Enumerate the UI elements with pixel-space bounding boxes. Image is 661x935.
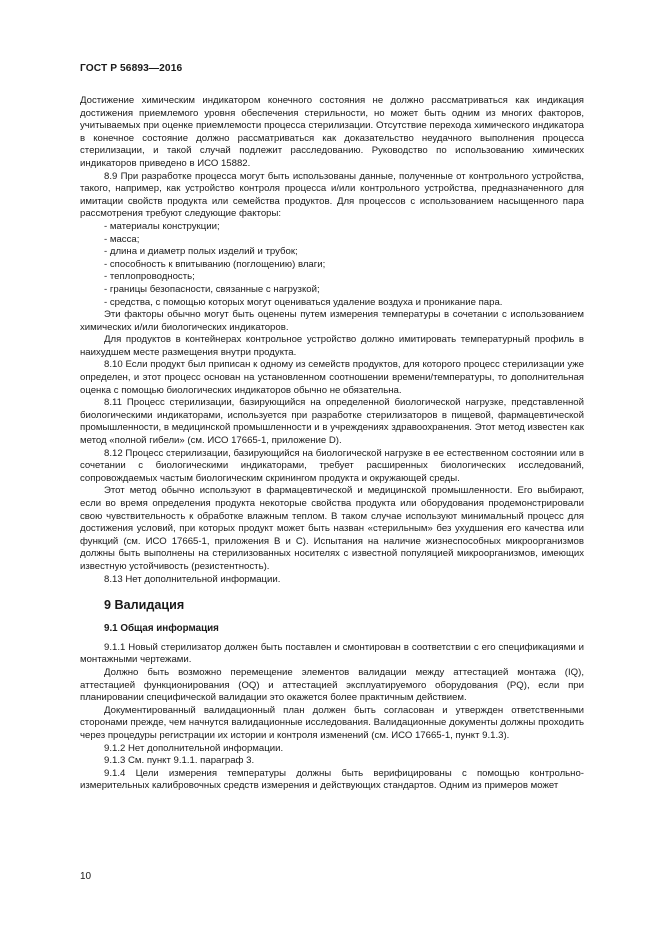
paragraph: 9.1.4 Цели измерения температуры должны быть верифицированы с помощью контрольно-измерительных калибровочных средств измерения и действующих стандартов. Одним из примеров может <box>80 767 584 792</box>
paragraph: Этот метод обычно используют в фармацевтической и медицинской промышленности. Его выбирают, если во время определения продукта некоторые свойства продукта или оборудования продемонстрировали свою чувствительность к обработке влажным теплом. В таком случае используют минимальный процесс для достижения условий, при которых продукт может быть назван «стерильным» без ухудшения его качества или функций (см. ИСО 17665-1, приложения B и C). Испытания на наличие жизнеспособных микроорганизмов должны быть выполнены на стерилизованных носителях с известной популяцией микроорганизмов, имеющих известную устойчивость (резистентность). <box>80 485 584 572</box>
list-item: - средства, с помощью которых могут оцениваться удаление воздуха и проникание пара. <box>104 296 503 308</box>
paragraph: Достижение химическим индикатором конечного состояния не должно рассматриваться как индикация достижения приемлемого уровня обеспечения стерильности, но может быть одним из многих факторов, учитываемых при оценке приемлемости процесса стерилизации. Отсутствие перехода химического индикатора в конечное состояние должно рассматриваться как доказательство неудачного выполнения процесса стерилизации, и такой случай подлежит расследованию. Руководство по использованию химических индикаторов приведено в ИСО 15882. <box>80 95 584 169</box>
paragraph: 8.13 Нет дополнительной информации. <box>104 573 281 585</box>
document-id-header: ГОСТ Р 56893—2016 <box>80 63 183 74</box>
paragraph: 8.10 Если продукт был приписан к одному из семейств продуктов, для которого процесс стерилизации уже определен, и этот процесс основан на установленном соотношении времени/температуры, то дополнительная оценка с помощью биологических индикаторов обычно не обязательна. <box>80 359 584 396</box>
paragraph: 9.1.3 См. пункт 9.1.1. параграф 3. <box>104 755 255 767</box>
page-number: 10 <box>80 871 92 882</box>
paragraph: 8.9 При разработке процесса могут быть использованы данные, полученные от контрольного устройства, такого, например, как устройство контроля процесса и/или контрольного устройства, предназначенного для имитации свойств продукта или семейства продуктов. Для процессов с использованием насыщенного пара рассмотрения требуют следующие факторы: <box>80 170 584 220</box>
paragraph: 9.1.1 Новый стерилизатор должен быть поставлен и смонтирован в соответствии с его спецификациями и монтажными чертежами. <box>80 641 584 666</box>
section-heading: 9 Валидация <box>104 598 185 613</box>
subsection-heading: 9.1 Общая информация <box>104 623 219 635</box>
list-item: - длина и диаметр полых изделий и трубок; <box>104 246 298 258</box>
paragraph: 9.1.2 Нет дополнительной информации. <box>104 742 284 754</box>
paragraph: 8.12 Процесс стерилизации, базирующийся на биологической нагрузке в ее естественном состоянии или в сочетании с биологическими индикаторами, требует расширенных биологических исследований, сопровождаемых частым биологическим скринингом продукта и окружающей среды. <box>80 447 584 484</box>
paragraph: Документированный валидационный план должен быть согласован и утвержден ответственными сторонами прежде, чем начнутся валидационные исследования. Валидационные документы должны проходить через процедуры регистрации их истории и контроля изменений (см. ИСО 17665-1, пункт 9.1.3). <box>80 704 584 741</box>
list-item: - теплопроводность; <box>104 271 195 283</box>
paragraph: 8.11 Процесс стерилизации, базирующийся на определенной биологической нагрузке, представленной биологическими индикаторами, используется при разработке стерилизаторов в пищевой, фармацевтической промышленности, в медицинской промышленности и в учреждениях здравоохранения. Этот метод известен как метод «полной гибели» (см. ИСО 17665-1, приложение D). <box>80 397 584 447</box>
list-item: - способность к впитыванию (поглощению) влаги; <box>104 258 326 270</box>
list-item: - материалы конструкции; <box>104 220 220 232</box>
paragraph: Для продуктов в контейнерах контрольное устройство должно имитировать температурный профиль в наихудшем месте размещения внутри продукта. <box>80 334 584 358</box>
list-item: - границы безопасности, связанные с нагрузкой; <box>104 283 320 295</box>
paragraph: Должно быть возможно перемещение элементов валидации между аттестацией монтажа (IQ), аттестацией функционирования (OQ) и аттестацией эксплуатируемого оборудования (PQ), если при планировании специфической валидации это окажется более практичным действием. <box>80 666 584 704</box>
document-body <box>80 95 584 793</box>
list-item: - масса; <box>104 233 140 245</box>
paragraph: Эти факторы обычно могут быть оценены путем измерения температуры в сочетании с использованием химических и/или биологических индикаторов. <box>80 309 584 333</box>
